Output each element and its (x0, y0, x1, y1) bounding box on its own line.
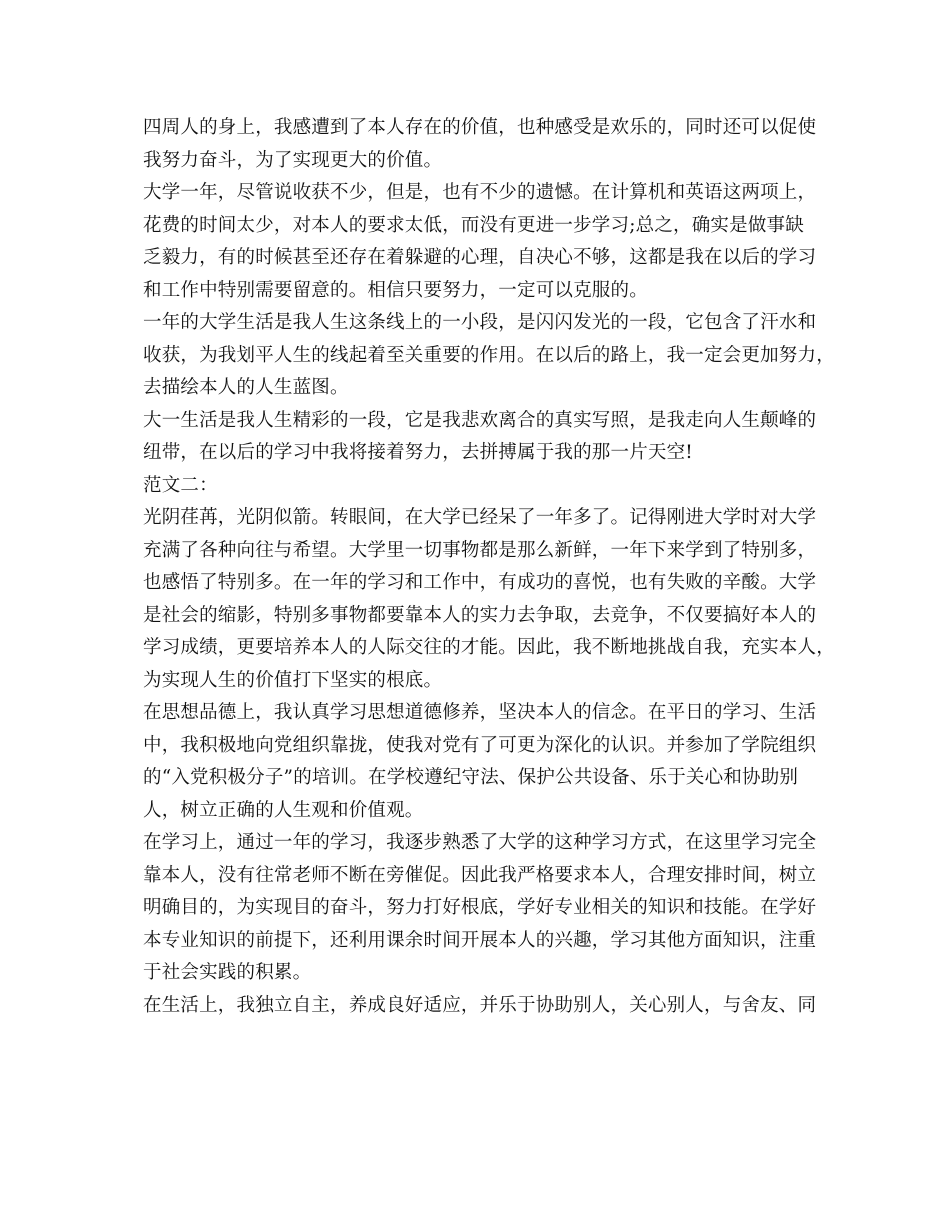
text-line: 为实现人生的价值打下坚实的根底。 (143, 669, 443, 691)
text-line: 四周人的身上，我感遭到了本人存在的价值，也种感受是欢乐的，同时还可以促使 (143, 117, 817, 138)
text-line: 靠本人，没有往常老师不断在旁催促。因此我严格要求本人，合理安排时间，树立 (143, 864, 817, 886)
text-line: 乏毅力，有的时候甚至还存在着躲避的心理，自决心不够，这都是我在以后的学习 (143, 247, 817, 268)
text-line: 一年的大学生活是我人生这条线上的一小段，是闪闪发光的一段，它包含了汗水和 (143, 312, 817, 333)
text-line: 和工作中特别需要留意的。相信只要努力，一定可以克服的。 (143, 279, 648, 301)
text-line: 也感悟了特别多。在一年的学习和工作中，有成功的喜悦，也有失败的辛酸。大学 (143, 572, 817, 593)
text-line: 去描绘本人的人生蓝图。 (143, 377, 349, 398)
text-line: 花费的时间太少，对本人的要求太低，而没有更进一步学习;总之，确实是做事缺 (143, 214, 804, 236)
text-line: 大学一年，尽管说收获不少，但是，也有不少的遗憾。在计算机和英语这两项上， (143, 182, 817, 203)
text-line: 人，树立正确的人生观和价值观。 (143, 799, 424, 821)
section-heading: 范文二： (143, 474, 218, 496)
document-body (143, 112, 835, 1022)
text-line: 纽带，在以后的学习中我将接着努力，去拼搏属于我的那一片天空! (143, 442, 693, 463)
text-line: 学习成绩，更要培养本人的人际交往的才能。因此，我不断地挑战自我，充实本人， (143, 637, 835, 658)
text-line: 光阴荏苒，光阴似箭。转眼间，在大学已经呆了一年多了。记得刚进大学时对大学 (143, 507, 817, 528)
text-line: 的“入党积极分子”的培训。在学校遵纪守法、保护公共设备、乐于关心和协助别 (143, 767, 799, 788)
text-line: 是社会的缩影，特别多事物都要靠本人的实力去争取，去竞争，不仅要搞好本人的 (143, 604, 817, 626)
text-line: 在思想品德上，我认真学习思想道德修养，坚决本人的信念。在平日的学习、生活 (143, 702, 817, 723)
text-line: 中，我积极地向党组织靠拢，使我对党有了可更为深化的认识。并参加了学院组织 (143, 734, 817, 756)
text-line: 于社会实践的积累。 (143, 962, 312, 983)
text-line: 明确目的，为实现目的奋斗，努力打好根底，学好专业相关的知识和技能。在学好 (143, 897, 817, 918)
text-line: 充满了各种向往与希望。大学里一切事物都是那么新鲜，一年下来学到了特别多， (143, 539, 817, 561)
text-line: 在生活上，我独立自主，养成良好适应，并乐于协助别人，关心别人，与舍友、同 (143, 994, 817, 1016)
text-line: 本专业知识的前提下，还利用课余时间开展本人的兴趣，学习其他方面知识，注重 (143, 929, 817, 951)
text-line: 我努力奋斗，为了实现更大的价值。 (143, 149, 443, 171)
text-line: 收获，为我划平人生的线起着至关重要的作用。在以后的路上，我一定会更加努力， (143, 344, 835, 366)
text-line: 在学习上，通过一年的学习，我逐步熟悉了大学的这种学习方式，在这里学习完全 (143, 832, 817, 853)
text-line: 大一生活是我人生精彩的一段，它是我悲欢离合的真实写照，是我走向人生颠峰的 (143, 409, 817, 431)
